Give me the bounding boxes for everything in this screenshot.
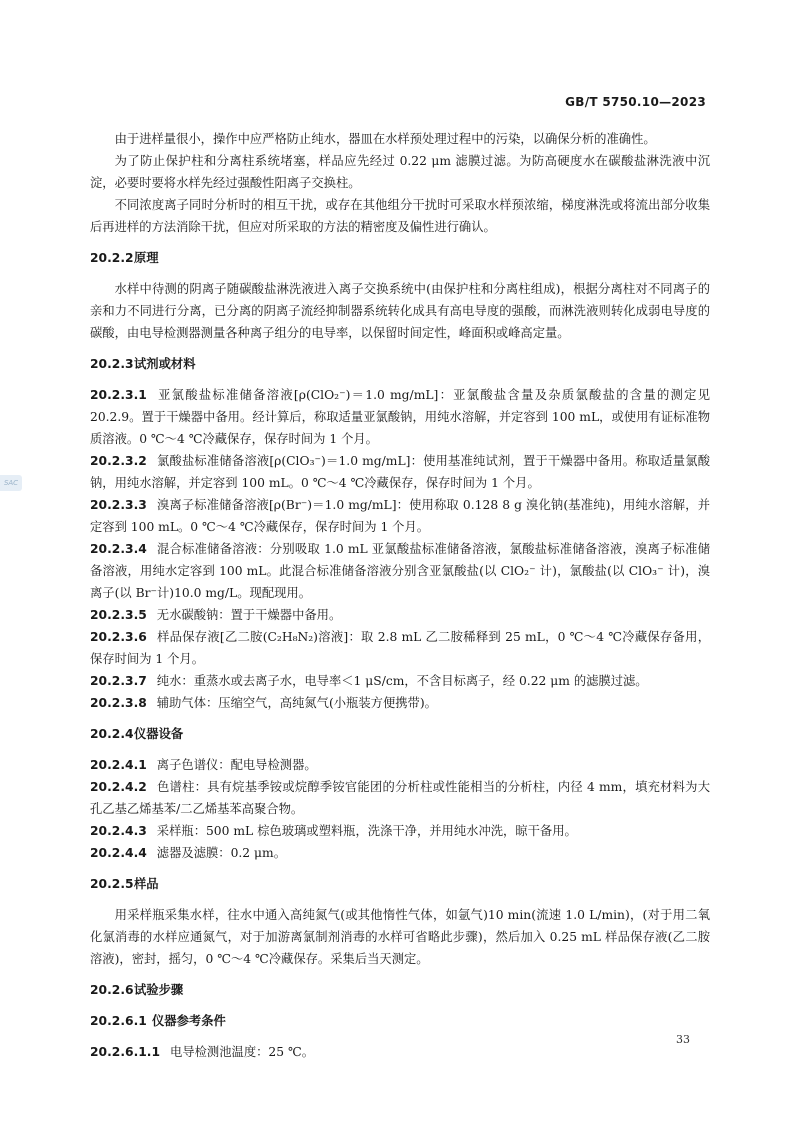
- item-number: 20.2.3.4: [90, 542, 147, 556]
- item-text: 溴离子标准储备溶液[ρ(Br⁻)＝1.0 mg/mL]：使用称取 0.128 8 g 溴化钠(基准纯)，用纯水溶解，并定容到 100 mL。0 ℃～4 ℃冷藏保存，保存时间为 1 个月。: [90, 498, 710, 534]
- subsection-heading-conditions: [90, 1010, 710, 1032]
- list-item: [90, 450, 710, 494]
- item-number: 20.2.3.3: [90, 498, 147, 512]
- item-text: 电导检测池温度：25 ℃。: [170, 1045, 315, 1059]
- section-heading-reagents: [90, 353, 710, 375]
- item-text: 辅助气体：压缩空气，高纯氮气(小瓶装方便携带)。: [156, 696, 437, 710]
- section-title: 仪器设备: [134, 727, 184, 741]
- item-number: 20.2.3.1: [90, 388, 147, 402]
- list-item: [90, 842, 710, 864]
- item-text: 纯水：重蒸水或去离子水，电导率＜1 μS/cm，不含目标离子，经 0.22 μm 的滤膜过滤。: [156, 674, 648, 688]
- section-number: 20.2.5: [90, 877, 134, 891]
- document-body: [90, 128, 710, 1063]
- list-item: [90, 820, 710, 842]
- item-text: 无水碳酸钠：置于干燥器中备用。: [156, 608, 342, 622]
- section-heading-procedure: [90, 979, 710, 1001]
- intro-paragraph-2: 为了防止保护柱和分离柱系统堵塞，样品应先经过 0.22 μm 滤膜过滤。为防高硬度水在碳酸盐淋洗液中沉淀，必要时要将水样先经过强酸性阳离子交换柱。: [90, 154, 710, 190]
- item-number: 20.2.4.3: [90, 824, 147, 838]
- item-number: 20.2.4.2: [90, 780, 147, 794]
- item-number: 20.2.3.8: [90, 696, 147, 710]
- page-number: 33: [676, 1033, 690, 1046]
- list-item: [90, 754, 710, 776]
- list-item: [90, 670, 710, 692]
- side-watermark: SAC: [0, 475, 22, 491]
- item-number: 20.2.4.1: [90, 758, 147, 772]
- item-text: 采样瓶：500 mL 棕色玻璃或塑料瓶，洗涤干净，并用纯水冲洗，晾干备用。: [156, 824, 577, 838]
- section-heading-apparatus: [90, 723, 710, 745]
- list-item: [90, 384, 710, 450]
- item-number: 20.2.3.7: [90, 674, 147, 688]
- list-item: [90, 1041, 710, 1063]
- item-text: 样品保存液[乙二胺(C₂H₈N₂)溶液]：取 2.8 mL 乙二胺稀释到 25 mL，0 ℃～4 ℃冷藏保存备用，保存时间为 1 个月。: [90, 630, 710, 666]
- section-number: 20.2.3: [90, 357, 134, 371]
- reagents-list: [90, 384, 710, 714]
- section-title: 仪器参考条件: [152, 1014, 226, 1028]
- list-item: [90, 494, 710, 538]
- sample-paragraph: 用采样瓶采集水样，往水中通入高纯氮气(或其他惰性气体，如氩气)10 min(流速 1.0 L/min)，(对于用二氧化氯消毒的水样应通氮气，对于加游离氯制剂消毒的水样可省略此步骤)，然后加入 0.25 mL 样品保存液(乙二胺溶液)，密封，摇匀，0 ℃～4 ℃冷藏保存。采集后当天测定。: [90, 908, 710, 966]
- section-title: 样品: [134, 877, 159, 891]
- section-number: 20.2.6: [90, 983, 134, 997]
- section-title: 试验步骤: [134, 983, 184, 997]
- section-number: 20.2.6.1: [90, 1014, 147, 1028]
- principle-paragraph: 水样中待测的阴离子随碳酸盐淋洗液进入离子交换系统中(由保护柱和分离柱组成)，根据分离柱对不同离子的亲和力不同进行分离，已分离的阴离子流经抑制器系统转化成具有高电导度的强酸，而淋洗液则转化成弱电导度的碳酸，由电导检测器测量各种离子组分的电导率，以保留时间定性，峰面积或峰高定量。: [90, 282, 710, 340]
- list-item: [90, 626, 710, 670]
- section-heading-sample: [90, 873, 710, 895]
- section-number: 20.2.2: [90, 251, 134, 265]
- standard-number: GB/T 5750.10—2023: [565, 95, 706, 109]
- section-number: 20.2.4: [90, 727, 134, 741]
- list-item: [90, 538, 710, 604]
- item-text: 亚氯酸盐标准储备溶液[ρ(ClO₂⁻)＝1.0 mg/mL]：亚氯酸盐含量及杂质氯酸盐的含量的测定见 20.2.9。置于干燥器中备用。经计算后，称取适量亚氯酸钠，用纯水溶解，并定容到 100 mL，或使用有证标准物质溶液。0 ℃～4 ℃冷藏保存，保存时间为 1 个月。: [90, 388, 710, 446]
- item-number: 20.2.4.4: [90, 846, 147, 860]
- item-text: 混合标准储备溶液：分别吸取 1.0 mL 亚氯酸盐标准储备溶液，氯酸盐标准储备溶液，溴离子标准储备溶液，用纯水定容到 100 mL。此混合标准储备溶液分别含亚氯酸盐(以 ClO₂⁻ 计)，氯酸盐(以 ClO₃⁻ 计)，溴离子(以 Br⁻计)10.0 mg/L。现配现用。: [90, 542, 710, 600]
- section-title: 试剂或材料: [134, 357, 196, 371]
- item-number: 20.2.3.2: [90, 454, 147, 468]
- list-item: [90, 692, 710, 714]
- section-title: 原理: [134, 251, 159, 265]
- list-item: [90, 604, 710, 626]
- intro-paragraph-1: 由于进样量很小，操作中应严格防止纯水，器皿在水样预处理过程中的污染，以确保分析的准确性。: [114, 132, 656, 146]
- item-text: 滤器及滤膜：0.2 μm。: [156, 846, 286, 860]
- section-heading-principle: [90, 247, 710, 269]
- item-number: 20.2.3.6: [90, 630, 147, 644]
- item-text: 离子色谱仪：配电导检测器。: [156, 758, 317, 772]
- apparatus-list: [90, 754, 710, 864]
- intro-paragraph-3: 不同浓度离子同时分析时的相互干扰，或存在其他组分干扰时可采取水样预浓缩，梯度淋洗或将流出部分收集后再进样的方法消除干扰，但应对所采取的方法的精密度及偏性进行确认。: [90, 198, 710, 234]
- item-number: 20.2.3.5: [90, 608, 147, 622]
- item-text: 氯酸盐标准储备溶液[ρ(ClO₃⁻)＝1.0 mg/mL]：使用基准纯试剂，置于干燥器中备用。称取适量氯酸钠，用纯水溶解，并定容到 100 mL。0 ℃～4 ℃冷藏保存，保存时间为 1 个月。: [90, 454, 710, 490]
- item-text: 色谱柱：具有烷基季铵或烷醇季铵官能团的分析柱或性能相当的分析柱，内径 4 mm，填充材料为大孔乙基乙烯基苯/二乙烯基苯高聚合物。: [90, 780, 710, 816]
- item-number: 20.2.6.1.1: [90, 1045, 161, 1059]
- list-item: [90, 776, 710, 820]
